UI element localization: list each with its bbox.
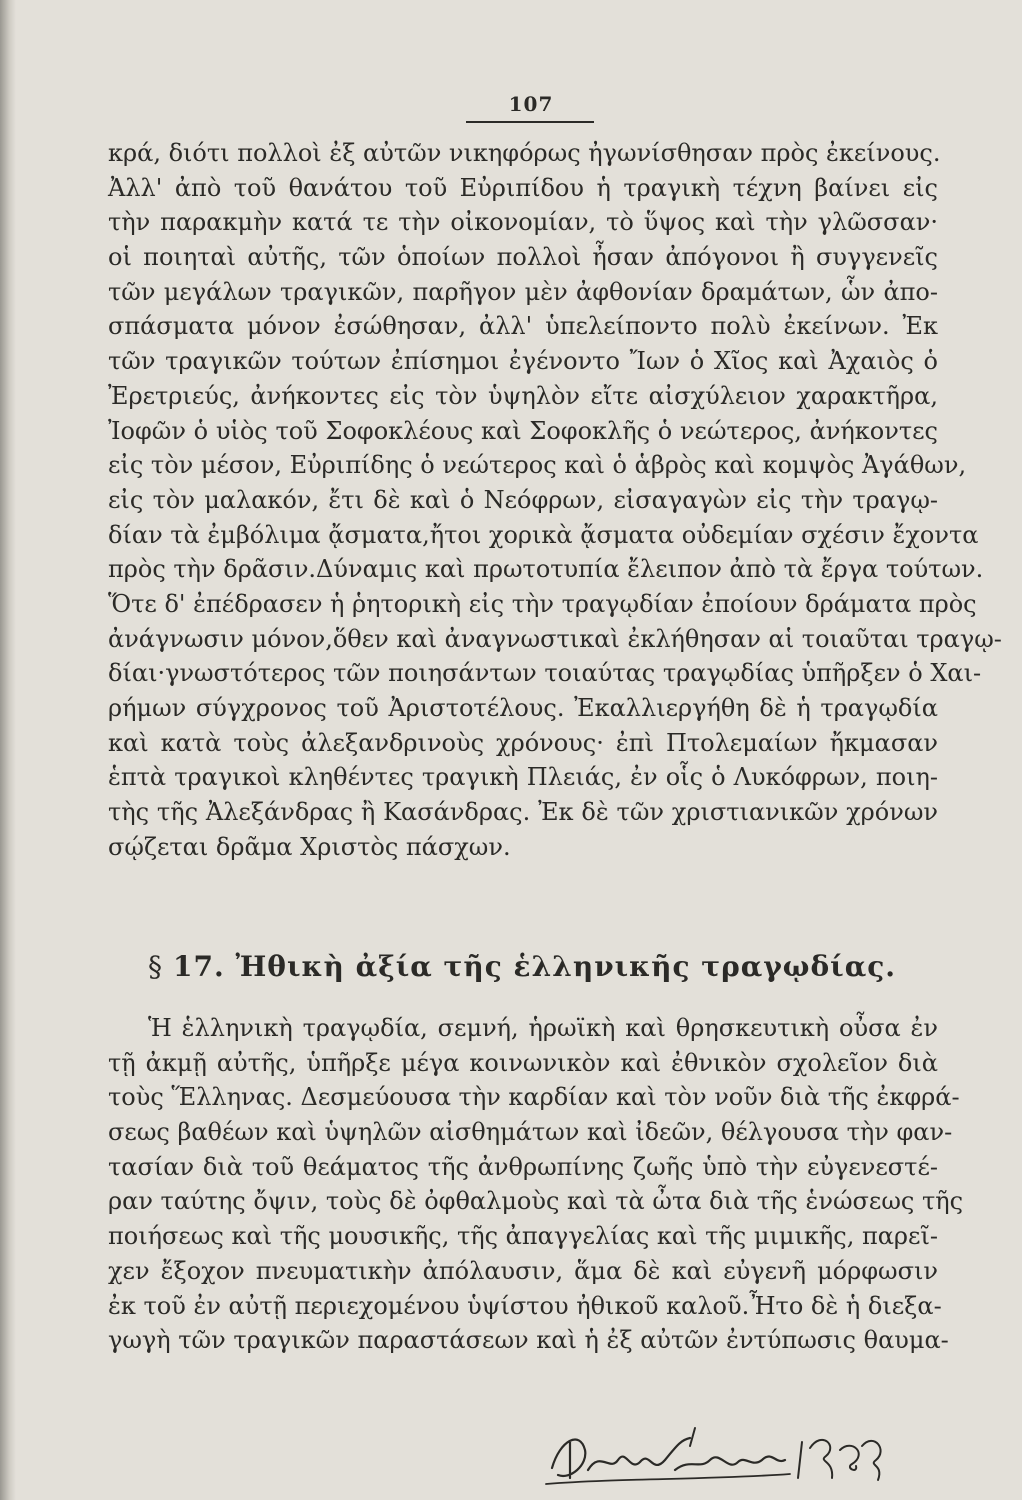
text-line: ἑπτὰ τραγικοὶ κληθέντες τραγικὴ Πλειάς, ἐν οἷς ὁ Λυκόφρων, ποιη- bbox=[108, 763, 938, 792]
text-line: εἰς τὸν μέσον, Εὐριπίδης ὁ νεώτερος καὶ ὁ ἁβρὸς καὶ κομψὸς Ἀγάθων, bbox=[108, 451, 967, 480]
text-line: τοὺς Ἕλληνας. Δεσμεύουσα τὴν καρδίαν καὶ τὸν νοῦν διὰ τῆς ἐκφρά- bbox=[108, 1083, 960, 1112]
text-line: γωγὴ τῶν τραγικῶν παραστάσεων καὶ ἡ ἐξ αὐτῶν ἐντύπωσις θαυμα- bbox=[108, 1326, 949, 1355]
text-line: δίαν τὰ ἐμβόλιμα ᾄσματα,ἤτοι χορικὰ ᾄσματα οὐδεμίαν σχέσιν ἔχοντα bbox=[108, 520, 979, 549]
text-line: τὴς τῆς Ἀλεξάνδρας ἢ Κασάνδρας. Ἐκ δὲ τῶν χριστιανικῶν χρόνων bbox=[108, 798, 938, 827]
section-heading-text: 17. Ἠθικὴ ἀξία τῆς ἑλληνικῆς τραγῳδίας. bbox=[173, 950, 897, 983]
text-line: πρὸς τὴν δρᾶσιν.Δύναμις καὶ πρωτοτυπία ἔλειπον ἀπὸ τὰ ἔργα τούτων. bbox=[108, 555, 984, 584]
page-binding-edge bbox=[0, 0, 16, 1500]
text-line: Ὅτε δ' ἐπέδρασεν ἡ ῥητορικὴ εἰς τὴν τραγῳδίαν ἐποίουν δράματα πρὸς bbox=[108, 589, 977, 618]
text-line: σπάσματα μόνον ἐσώθησαν, ἀλλ' ὑπελείποντο πολὺ ἐκείνων. Ἐκ bbox=[108, 312, 938, 341]
paragraph-1 bbox=[108, 136, 1002, 864]
text-line: Ἰοφῶν ὁ υἱὸς τοῦ Σοφοκλέους καὶ Σοφοκλῆς ὁ νεώτερος, ἀνήκοντες bbox=[108, 416, 938, 445]
paragraph-2 bbox=[108, 1011, 964, 1358]
text-line: ρήμων σύγχρονος τοῦ Ἀριστοτέλους. Ἐκαλλιεργήθη δὲ ἡ τραγῳδία bbox=[108, 694, 938, 722]
section-heading bbox=[148, 947, 908, 987]
text-line: ἀνάγνωσιν μόνον,ὅθεν καὶ ἀναγνωστικαὶ ἐκλήθησαν αἱ τοιαῦται τραγῳ- bbox=[108, 624, 1002, 653]
text-line: τῶν μεγάλων τραγικῶν, παρῆγον μὲν ἀφθονίαν δραμάτων, ὧν ἀπο- bbox=[108, 277, 938, 306]
text-line: εἰς τὸν μαλακόν, ἔτι δὲ καὶ ὁ Νεόφρων, εἰσαγαγὼν εἰς τὴν τραγῳ- bbox=[108, 485, 938, 514]
text-line: κρά, διότι πολλοὶ ἐξ αὐτῶν νικηφόρως ἠγωνίσθησαν πρὸς ἐκείνους. bbox=[108, 139, 941, 167]
text-line: ἐκ τοῦ ἐν αὐτῇ περιεχομένου ὑψίστου ἠθικοῦ καλοῦ.Ἦτο δὲ ἡ διεξα- bbox=[108, 1291, 942, 1320]
text-line: Ἐρετριεύς, ἀνήκοντες εἰς τὸν ὑψηλὸν εἴτε αἰσχύλειον χαρακτῆρα, bbox=[108, 381, 938, 410]
text-line: ποιήσεως καὶ τῆς μουσικῆς, τῆς ἀπαγγελίας καὶ τῆς μιμικῆς, παρεῖ- bbox=[108, 1222, 938, 1251]
text-line: δίαι·γνωστότερος τῶν ποιησάντων τοιαύτας τραγῳδίας ὑπῆρξεν ὁ Χαι- bbox=[108, 659, 982, 688]
section-symbol: § bbox=[148, 950, 163, 983]
text-line: σῴζεται δρᾶμα Χριστὸς πάσχων. bbox=[108, 832, 511, 861]
text-line: τασίαν διὰ τοῦ θεάματος τῆς ἀνθρωπίνης ζωῆς ὑπὸ τὴν εὐγενεστέ- bbox=[108, 1152, 938, 1181]
page-number: 107 bbox=[508, 92, 554, 116]
text-line: καὶ κατὰ τοὺς ἀλεξανδρινοὺς χρόνους· ἐπὶ Πτολεμαίων ἤκμασαν bbox=[108, 728, 938, 757]
text-line: Ἡ ἑλληνικὴ τραγῳδία, σεμνή, ἡρωϊκὴ καὶ θρησκευτικὴ οὖσα ἐν bbox=[148, 1014, 938, 1042]
text-line: τῶν τραγικῶν τούτων ἐπίσημοι ἐγένοντο Ἴων ὁ Χῖος καὶ Ἀχαιὸς ὁ bbox=[108, 347, 938, 376]
handwritten-signature bbox=[540, 1420, 890, 1495]
text-line: χεν ἔξοχον πνευματικὴν ἀπόλαυσιν, ἅμα δὲ καὶ εὐγενῆ μόρφωσιν bbox=[108, 1256, 938, 1285]
text-line: τὴν παρακμὴν κατά τε τὴν οἰκονομίαν, τὸ ὕψος καὶ τὴν γλῶσσαν· bbox=[108, 208, 938, 237]
text-line: ραν ταύτης ὄψιν, τοὺς δὲ ὀφθαλμοὺς καὶ τὰ ὦτα διὰ τῆς ἑνώσεως τῆς bbox=[108, 1187, 964, 1216]
text-line: σεως βαθέων καὶ ὑψηλῶν αἰσθημάτων καὶ ἰδεῶν, θέλγουσα τὴν φαν- bbox=[108, 1118, 953, 1147]
text-line: τῇ ἀκμῇ αὐτῆς, ὑπῆρξε μέγα κοινωνικὸν καὶ ἐθνικὸν σχολεῖον διὰ bbox=[108, 1048, 938, 1077]
page-number-rule bbox=[466, 121, 594, 123]
text-line: οἱ ποιηταὶ αὐτῆς, τῶν ὁποίων πολλοὶ ἦσαν ἀπόγονοι ἢ συγγενεῖς bbox=[108, 243, 938, 272]
text-line: Ἀλλ' ἀπὸ τοῦ θανάτου τοῦ Εὐριπίδου ἡ τραγικὴ τέχνη βαίνει εἰς bbox=[108, 173, 938, 202]
